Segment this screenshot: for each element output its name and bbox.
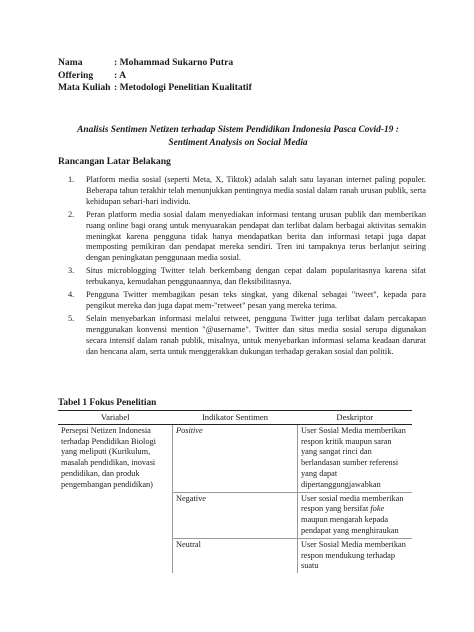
- name-value: : Mohammad Sukarno Putra: [114, 57, 234, 68]
- list-number: 3.: [68, 266, 75, 276]
- header-descriptor: Deskriptor: [298, 411, 413, 425]
- course-value: : Metodologi Penelitian Kualitatif: [114, 82, 252, 93]
- list-text: Peran platform media sosial dalam menyediakan informasi tentang urusan publik dan memberikan ruang online bagi orang untuk menyuarakan pendapat dan terlibat dalam berbagai aktivitas semakin meningkat karena pengguna tidak hanya mendapatkan berita dan informasi tetapi juga dapat memposting pemikiran dan pendapat mereka sendiri. Tren ini tampaknya terus berlanjut seiring dengan peningkatan penggunaan media sosial.: [86, 209, 426, 263]
- indicator-cell: Positive: [173, 424, 298, 492]
- name-row: [58, 57, 252, 70]
- title-line-1: Analisis Sentimen Netizen terhadap Sistem Pendidikan Indonesia Pasca Covid-19 :: [77, 125, 399, 135]
- offering-label: Offering: [58, 69, 94, 81]
- list-text: Pengguna Twitter membagikan pesan teks singkat, yang dikenal sebagai "tweet", kepada para pengikut mereka dan juga dapat mem-"retweet" pesan yang mereka terima.: [86, 290, 426, 310]
- indicator-cell: Negative: [173, 492, 298, 538]
- descriptor-cell: User Sosial Media memberikan respon kritik maupun saran yang sangat rinci dan berlandasan sumber referensi yang dapat dipertanggungjawabkan: [301, 425, 406, 489]
- name-label: Nama: [58, 57, 83, 68]
- course-row: [58, 82, 252, 95]
- descriptor-text: maupun mengarah kepada pendapat yang menghiraukan: [301, 515, 399, 535]
- list-item: [68, 175, 426, 208]
- descriptor-italic-word: foke: [370, 504, 385, 514]
- list-number: 5.: [68, 313, 75, 323]
- list-text: Situs microblogging Twitter telah berkembang dengan cepat dalam popularitasnya karena sifat terbukanya, kemudahan penggunaannya, dan fleksibilitasnya.: [86, 266, 426, 287]
- header-indicator: Indikator Sentimen: [173, 411, 298, 425]
- course-label: Mata Kuliah: [58, 82, 111, 93]
- descriptor-cell: [298, 492, 413, 538]
- list-number: 4.: [68, 290, 75, 300]
- list-text: Selain menyebarkan informasi melalui retweet, pengguna Twitter juga terlibat dalam percakapan menggunakan konvensi mention "@username". Twitter dan situs media sosial serupa digunakan secara intensif dalam ranah publik, misalnya, untuk menyebarkan informasi selama keadaan darurat dan bencana alam, serta untuk menggerakkan dukungan terhadap gerakan sosial dan politik.: [86, 313, 426, 356]
- descriptor-text: User sosial media memberikan respon yang bersifat: [301, 493, 404, 514]
- descriptor-cell: User Sosial Media memberikan respon mendukung terhadap suatu: [298, 538, 413, 573]
- section-heading: Rancangan Latar Belakang: [58, 156, 171, 167]
- table-caption: Tabel 1 Fokus Penelitian: [58, 398, 157, 408]
- research-focus-table: [58, 410, 412, 573]
- list-text: Platform media sosial (seperti Meta, X, Tiktok) adalah salah satu layanan internet paling populer. Beberapa tahun terakhir telah menunjukkan pentingnya media sosial dalam ranah urusan publik, serta kehidupan sehari-hari individu.: [86, 175, 426, 206]
- background-list: [68, 175, 426, 360]
- indicator-cell: Neutral: [173, 538, 298, 573]
- offering-row: [58, 70, 252, 83]
- list-number: 2.: [68, 209, 75, 219]
- document-title: [40, 124, 436, 149]
- list-item: [68, 290, 426, 312]
- list-item: [68, 210, 426, 265]
- table-header-row: [58, 411, 412, 425]
- list-item: [68, 314, 426, 358]
- list-number: 1.: [68, 175, 75, 184]
- title-line-2: Sentiment Analysis on Social Media: [168, 137, 308, 148]
- list-item: [68, 266, 426, 288]
- table-row: [58, 424, 412, 492]
- variable-cell: Persepsi Netizen Indonesia terhadap Pendidikan Biologi yang meliputi (Kurikulum, masalah pendidikan, inovasi pendidikan, dan produk pengembangan pendidikan): [58, 424, 173, 573]
- offering-value: : A: [114, 69, 126, 81]
- header-variable: Variabel: [58, 411, 173, 425]
- student-info: [58, 57, 252, 95]
